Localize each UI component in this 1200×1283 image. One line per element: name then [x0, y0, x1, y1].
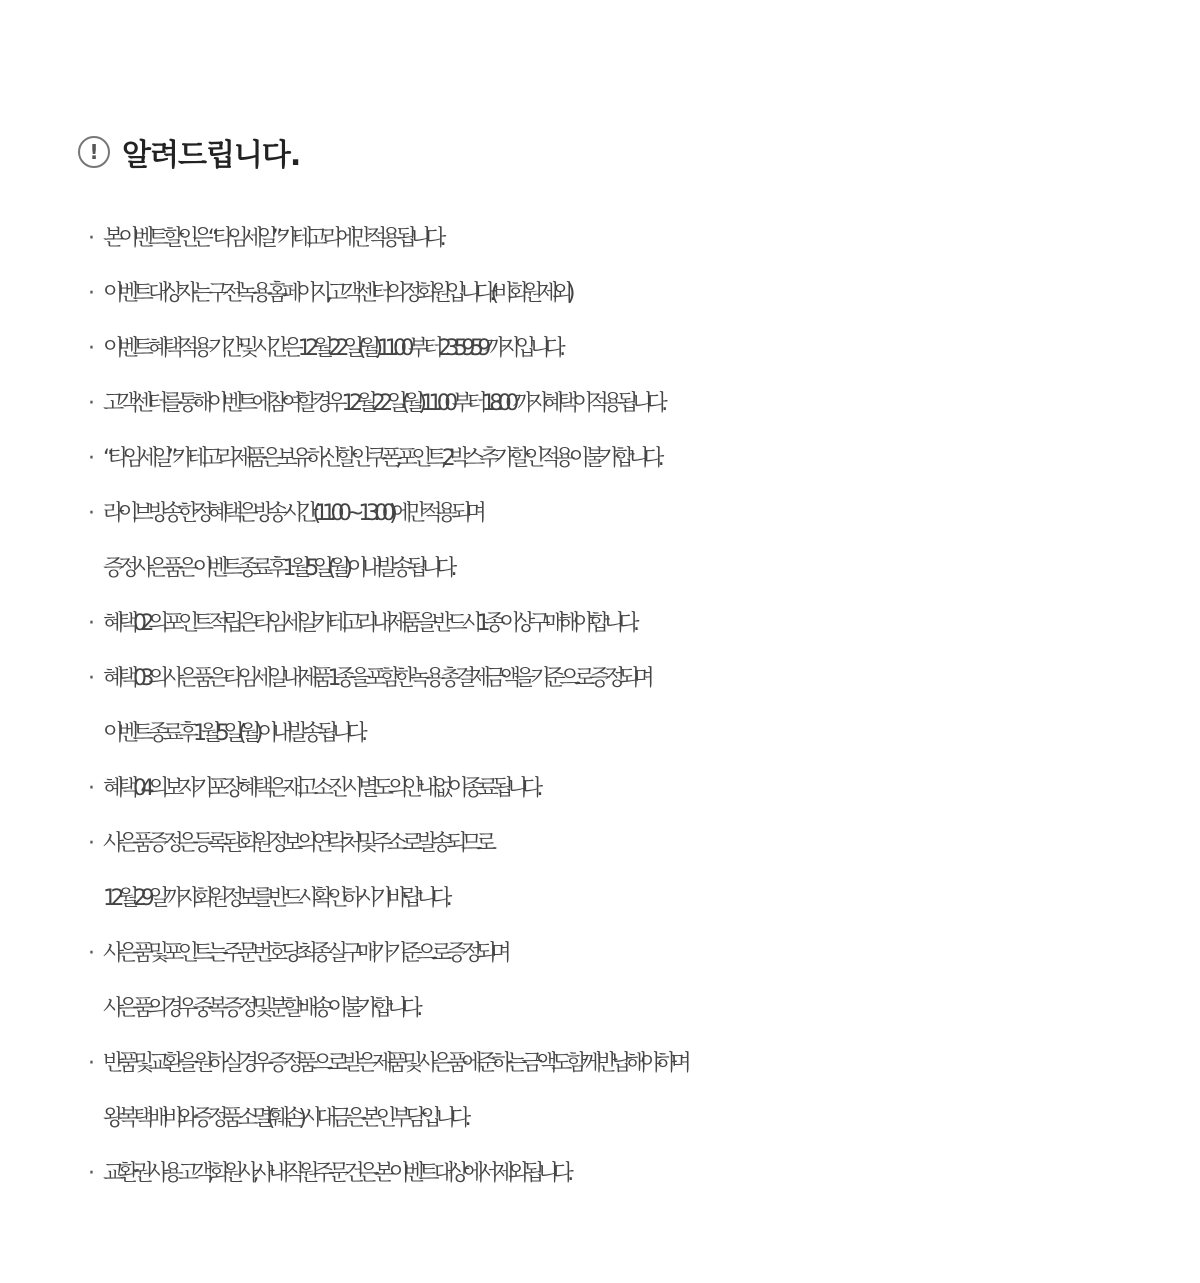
- notice-line: 사은품 증정은 등록된 회원 정보의 연락처 및 주소로 발송되므로: [103, 831, 491, 856]
- notice-item-text: [103, 1146, 1190, 1201]
- bullet-dot: ·: [88, 776, 95, 801]
- bullet-dot: ·: [88, 666, 95, 691]
- notice-item: [80, 761, 1190, 816]
- notice-item: [80, 1146, 1190, 1201]
- bullet-dot: ·: [88, 1161, 95, 1186]
- notice-item: [80, 1036, 1190, 1146]
- notice-item-text: [103, 596, 1190, 651]
- notice-line: 사은품 및 포인트는 주문번호당 최종 실 구매가 기준으로 증정되며: [103, 941, 506, 966]
- notice-item-text: [103, 376, 1190, 431]
- notice-item: [80, 211, 1190, 266]
- notice-item-text: [103, 321, 1190, 376]
- notice-item-text: [103, 816, 1190, 926]
- bullet-dot: ·: [88, 611, 95, 636]
- notice-line: 교환권 사용 고객, 회원사, 사내 직원 주문 건은 본 이벤트 대상에서 제외 됩니다.: [103, 1161, 568, 1186]
- notice-item-text: [103, 431, 1190, 486]
- notice-item: [80, 376, 1190, 431]
- notice-header: [78, 132, 300, 172]
- notice-line: 라이브 방송 한정 혜택은 방송 시간 (11:00 ~ 13:00)에만 적용되며: [103, 501, 481, 526]
- notice-list: [80, 211, 1190, 1201]
- notice-item: [80, 266, 1190, 321]
- notice-item-text: [103, 486, 1190, 596]
- notice-line: 혜택 04의 보자기 포장 혜택은 재고 소진 시 별도의 안내 없이 종료됩니다.: [103, 776, 537, 801]
- notice-line: 혜택 03의 사은품은 타임세일 내 제품 1종을 포함한 녹용 총 결제 금액을 기준으로 증정되며: [103, 666, 649, 691]
- bullet-dot: ·: [88, 226, 95, 251]
- notice-item: [80, 651, 1190, 761]
- notice-line: 이벤트 대상자는 구전녹용 홈페이지, 고객센터의 정회원입니다. (비회원 제외): [103, 281, 569, 306]
- notice-item: [80, 926, 1190, 1036]
- notice-line: 반품 및 교환을 원하실 경우 증정품으로 받은 제품 및 사은품에 준하는 금액도 함께 반납해야 하며: [103, 1051, 686, 1076]
- bullet-dot: ·: [88, 391, 95, 416]
- exclamation-circle-icon: !: [78, 136, 110, 168]
- notice-item: [80, 596, 1190, 651]
- bullet-dot: ·: [88, 281, 95, 306]
- notice-line: 12월 29일까지 회원 정보를 반드시 확인하시기 바랍니다.: [103, 886, 447, 911]
- notice-item: [80, 321, 1190, 376]
- notice-item-text: [103, 1036, 1190, 1146]
- notice-line: “타임세일” 카테고리 제품은 보유하신 할인 쿠폰, 포인트, 2박스 추가 할인 적용이 불가합니다.: [103, 446, 659, 471]
- notice-line: 고객센터를 통해 이벤트에 참여할 경우 12월 22일(월) 11:00부터 18:00까지 혜택이 적용됩니다.: [103, 391, 662, 416]
- bullet-dot: ·: [88, 941, 95, 966]
- notice-line: 왕복 택배비와 증정품 소멸(훼손) 시 대금은 본인 부담입니다.: [103, 1106, 466, 1131]
- notice-line: 이벤트 종료 후 1월 5일(월) 이내 발송됩니다.: [103, 721, 362, 746]
- notice-item-text: [103, 651, 1190, 761]
- bullet-dot: ·: [88, 831, 95, 856]
- notice-item-text: [103, 211, 1190, 266]
- notice-item-text: [103, 266, 1190, 321]
- notice-item-text: [103, 761, 1190, 816]
- notice-line: 혜택 02의 포인트 적립은 타임세일 카테고리 내 제품을 반드시 1종 이상 구매해야 합니다.: [103, 611, 634, 636]
- notice-item: [80, 816, 1190, 926]
- notice-item: [80, 486, 1190, 596]
- notice-line: 본 이벤트 할인은 “타임세일” 카테고리에만 적용됩니다.: [103, 226, 441, 251]
- notice-line: 사은품의 경우 중복 증정 및 분할 배송이 불가합니다.: [103, 996, 417, 1021]
- notice-title: 알려드립니다.: [122, 138, 301, 173]
- bullet-dot: ·: [88, 1051, 95, 1076]
- notice-item: [80, 431, 1190, 486]
- bullet-dot: ·: [88, 501, 95, 526]
- notice-item-text: [103, 926, 1190, 1036]
- bullet-dot: ·: [88, 336, 95, 361]
- notice-line: 증정 사은품은 이벤트 종료 후 1월 5일(월) 이내 발송됩니다.: [103, 556, 452, 581]
- notice-line: 이벤트 혜택 적용 기간 및 시간은 12월 22일(월) 11:00부터 23:59:59까지 입니다.: [103, 336, 560, 361]
- bullet-dot: ·: [88, 446, 95, 471]
